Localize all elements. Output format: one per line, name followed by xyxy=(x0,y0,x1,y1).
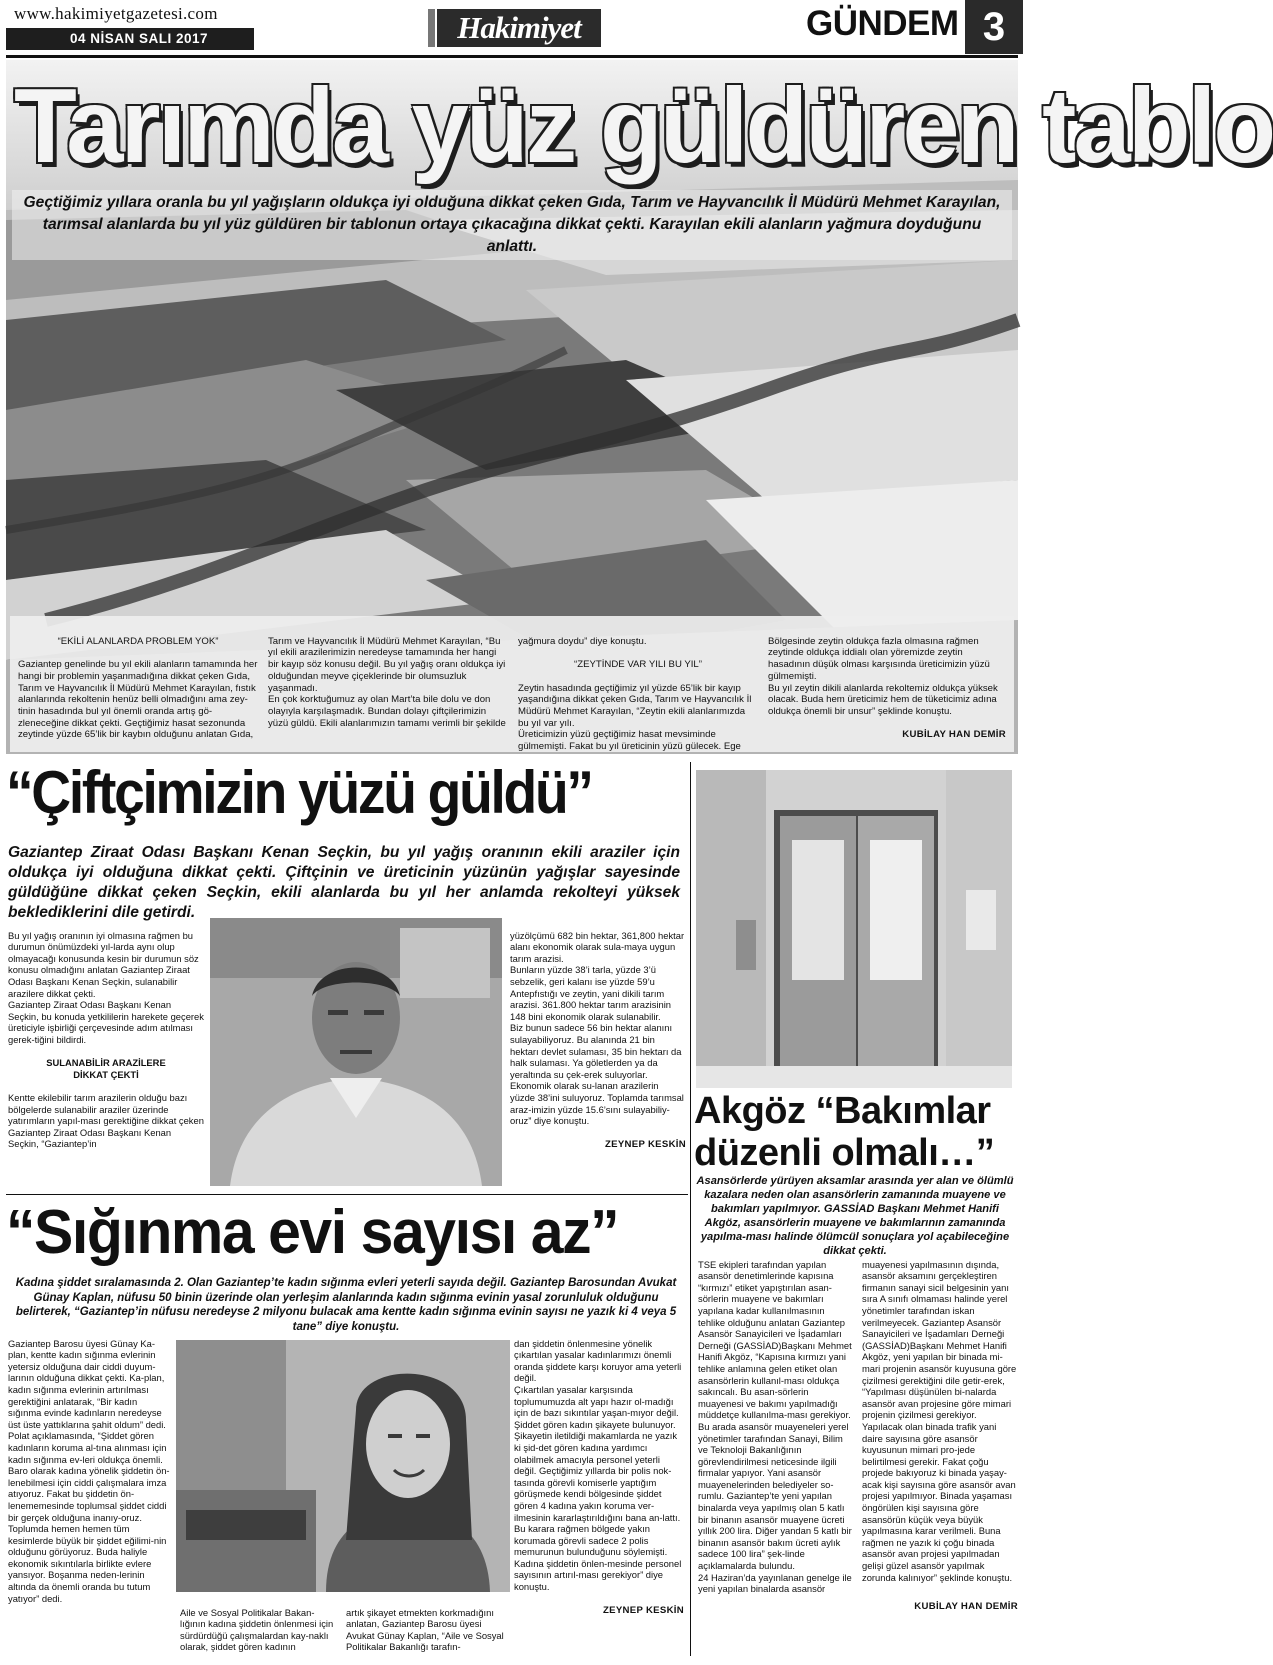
feature-col2-body: Tarım ve Hayvancılık İl Müdürü Mehmet Karayılan, “Bu yıl ekili arazilerimizin neredeyse tamamında her hangi bir kayıp söz konusu değil. Bu yıl yağış oranı oldukça iyi olduğundan meyve çiçeklerinde bir olumsuzluk yaşanmadı. En çok korktuğumuz ay olan Mart’ta bile dolu ve don olayıyla karşılaşmadık. Bundan dolayı çiftçilerimizin yüzü güldü. Ekili alanlarımızın tamamı verimli bir şekilde xyxy=(268,635,506,729)
kenan-seckin-photo xyxy=(210,918,502,1186)
column-divider xyxy=(690,762,691,1656)
ciftci-col2-body: yüzölçümü 682 bin hektar, 361,800 hektar alanı ekonomik olarak sula-maya uygun tarım arazisi. Bunların yüzde 38’i tarla, yüzde 3’ü sebzelik, geri kalanı ise yüzde 59’u Antepfıstığı ve zeytin, yani dikili tarım arazisi. 361.800 hektar tarım arazisinin 148 bini ekonomik olarak sulanabilir. Biz bunun sadece 56 bin hektar alanını sulayabiliyoruz. Bu alanında 21 bin hektarı devlet sulaması, 35 bin hektarı da halk sulaması. Ya göletlerden ya da yeraltında su çek-erek suluyorlar. Ekonomik olarak su-lanan arazilerin yüzde 38’ini suluyoruz. Toplamda tarımsal araz-imizin yüzde 15.6’sını sulayabiliy-oruz” diye konuştu. xyxy=(510,929,685,1127)
ciftci-col1-body-2: Kentte ekilebilir tarım arazilerin olduğu bazı bölgelerde sulanabilir araziler üzerinde yatırımların yapıl-ması gerektiğine dikkat çeken Gaziantep Ziraat Odası Başkanı Kenan Seçkin, “Gaziantep’in xyxy=(8,1091,204,1150)
feature-column-4 xyxy=(768,624,1006,750)
logo-accent xyxy=(428,9,435,47)
akgoz-column-1 xyxy=(698,1247,852,1651)
siginma-col2-body: Aile ve Sosyal Politikalar Bakan-lığının kadına şiddetin önlenmesi için sürdürdüğü çalışmalardan kay-naklı olarak, şiddet gören kadının xyxy=(180,1606,334,1653)
ciftci-headline: “Çiftçimizin yüzü güldü” xyxy=(6,759,592,826)
siginma-headline: “Sığınma evi sayısı az” xyxy=(6,1198,619,1267)
akgoz-col2-body: muayenesi yapılmasının dışında, asansör aksamını gerçekleştiren firmanın sanayi sicil belgesinin yanı sıra A sınıfı olmaması halinde yerel yönetimler tarafından iskan verilmeyecek. Gaziantep Asansör Sanayicileri ve İşadamları Derneği (GASSİAD)Başkanı Mehmet Hanifi Akgöz, yeni yapılan bir binada mi-mari projenin asansör kuyusuna göre çizilmesi gerektiğini dile getir-erek, “Yapılması düşünülen bi-nalarda asansör avan projesine göre mimari projenin çizilmesi gerekiyor. Yapılacak olan binada trafik yani daire sayısına göre asansör kuyusunun mimari pro-jede belirtilmesi gerekir. Fakat çoğu projede bakıyoruz ki binada yaşay-acak kişi sayısına göre asansör avan projesi yapılmıyor. Binada yaşaması öngörülen kişi sayısına göre asansörün küçük veya büyük yapılmasına karar verilmeli. Buna rağmen ne yazık ki çoğu binada asansör avan projesi yapılmadan gelişi güzel asansör yapılmak zorunda kalınıyor” şeklinde konuştu. xyxy=(862,1258,1017,1583)
feature-col4-body: Bölgesinde zeytin oldukça fazla olmasına rağmen zeytinde oldukça iddialı olan yöremizde zeytin hasadının düşük olması karşısında üreticimizin yüzü gülmemişti. Bu yıl zeytin dikili alanlarda rekoltemiz oldukça yüksek olacak. Buda hem üreticimiz hem de tüketicimiz adına oldukça önemli bir unsur” şeklinde konuştu. xyxy=(768,635,998,717)
site-url[interactable]: www.hakimiyetgazetesi.com xyxy=(14,4,218,23)
siginma-col3-body: artık şikayet etmekten korkmadığını anlatan, Gaziantep Barosu üyesi Avukat Günay Kaplan, “Aile ve Sosyal Politikalar Bakanlığı tarafın- xyxy=(346,1606,504,1653)
akgoz-lead: Asansörlerde yürüyen aksamlar arasında yer alan ve ölümlü kazalara neden olan asansörlerin zamanında muayene ve bakımları yapılmıyor. GASSİAD Başkanı Mehmet Hanifi Akgöz, asansörlerin muayene ve bakımlarının zamanında yapılma-ması halinde ölümcül sonuçlara yol açabileceğine dikkat çekti. xyxy=(696,1175,1014,1257)
akgoz-signature: KUBİLAY HAN DEMİR xyxy=(914,1600,1018,1612)
elevator-drawing xyxy=(696,770,1012,1088)
feature-column-1 xyxy=(18,624,258,750)
feature-col1-heading: “EKİLİ ALANLARDA PROBLEM YOK” xyxy=(57,635,219,647)
feature-signature: KUBİLAY HAN DEMİR xyxy=(902,729,1006,741)
ciftci-signature: ZEYNEP KESKİN xyxy=(604,1139,686,1151)
akgoz-col1-body: TSE ekipleri tarafından yapılan asansör denetimlerinde kapısına “kırmızı” etiket yapıştırılan asan-sörlerin muayene ve bakımları yapılana kadar kullanılmasının tehlike olduğunu anlatan Gaziantep Asansör Sanayicileri ve İşadamları Derneği (GASSİAD)Başkanı Mehmet Hanifi Akgöz, “Kapısına kırmızı yani tehlike anlamına gelen etiket olan asansörlerin kullanıl-ması oldukça sakıncalı. Bu asan-sörlerin muayenesi ve bakımı yapılmadığı müddetçe kullanılma-ması gerekiyor. Bu arada asansör muayeneleri yerel yönetimler tarafından Sanayi, Bilim ve Teknoloji Bakanlığının görevlendirilmesi neticesinde ilgili firmalar yapıyor. Yani asansör muayenelerinden belediyeler so-rumlu. Gaziantep’te yeni yapılan binalarda veya yapılmış olan 5 katlı bir binanın asansör muayene ücreti yıllık 200 lira. Diğer yandan 5 katlı bir binanın asansör bakım ücreti aylık sadece 100 lira” şek-linde açıklamalarda bulundu. 24 Haziran’da yayınlanan genelge ile yeni yapılan binalarda asansör xyxy=(698,1258,852,1595)
section-title: GÜNDEM xyxy=(806,4,959,43)
gunay-kaplan-photo xyxy=(176,1340,510,1592)
ciftci-column-2 xyxy=(510,918,686,1180)
siginma-column-2 xyxy=(180,1595,336,1657)
header-rule xyxy=(6,55,1018,58)
siginma-column-4 xyxy=(514,1326,684,1656)
feature-col3-heading: “ZEYTİNDE VAR YILI BU YIL” xyxy=(574,659,702,671)
portrait-woman-drawing xyxy=(176,1340,510,1592)
story-divider xyxy=(6,1194,688,1195)
ciftci-col1-heading: SULANABİLİR ARAZİLERE DİKKAT ÇEKTİ xyxy=(46,1057,166,1080)
elevator-photo xyxy=(696,770,1012,1088)
akgoz-column-2 xyxy=(862,1247,1018,1651)
feature-headline: Tarımda yüz güldüren tablo xyxy=(14,67,1273,185)
siginma-column-3 xyxy=(346,1595,510,1657)
feature-column-3 xyxy=(518,624,758,753)
feature-column-2 xyxy=(268,624,508,750)
feature-col3-body: yağmura doydu” diye konuştu. xyxy=(518,635,647,647)
page-number: 3 xyxy=(965,0,1023,54)
siginma-column-1 xyxy=(8,1326,172,1656)
feature-col1-body: Gaziantep genelinde bu yıl ekili alanların tamamında her hangi bir problemin yaşanmadığına dikkat çeken Gıda, Tarım ve Hayvancılık İl Müdürü Mehmet Karayılan, fıstık alanlarında rekoltenin henüz belli olmadığını ama zey-tinin hasadında bul yıl önemli oranda artış gö-zleneceğine dikkat çekti. Geçtiğimiz hasat sezonunda zeytinde yüzde 65’lik bir kaybın olduğunu anlatan Gıda, xyxy=(18,659,258,741)
newspaper-logo: Hakimiyet xyxy=(437,9,601,47)
siginma-col1-body: Gaziantep Barosu üyesi Günay Ka-plan, kentte kadın sığınma evlerinin yetersiz olduğuna dair ciddi duyum-larının olduğuna dikkat çekti. Ka-plan, kadın sığınma evlerinin artırılması gerektiğini anlatarak, “Bir kadın sığınma evinde kadınların neredeyse üst üste yattıklarına şahit oldum” dedi. Polat açıklamasında, “Şiddet gören kadınların koruma al-tına alınması için kadın sığınma ev-leri oldukça önemli. Baro olarak kadına yönelik şiddetin ön-lenebilmesi için ciddi çalışmalara imza atıyoruz. Fakat bu şiddetin ön-lenememesinde toplumsal şiddet ciddi bir gerçek olduğuna inanıy-oruz. Toplumda hemen hemen tüm kesimlerde büyük bir şiddet eğilimi-nin olduğunu görüyoruz. Buda haliyle ekonomik sıkıntılarla birlikte evlere yansıyor. Boşanma neden-lerinin altında da önemli oranda bu tutum yatıyor” dedi. xyxy=(8,1337,170,1604)
date-bar: 04 NİSAN SALI 2017 xyxy=(6,28,254,50)
feature-lead: Geçtiğimiz yıllara oranla bu yıl yağışların oldukça iyi olduğuna dikkat çeken Gıda, Tarım ve Hayvancılık İl Müdürü Mehmet Karayılan, tarımsal alanlarda bu yıl yüz güldüren bir tablonun ortaya çıkacağına dikkat çekti. Karayılan ekili alanların yağmura doyduğunu anlattı. xyxy=(12,190,1012,260)
ciftci-column-1 xyxy=(8,918,204,1180)
siginma-col4-body: dan şiddetin önlenmesine yönelik çıkartılan yasalar kadınlarımızı önemli oranda şiddete karşı koruyor ama yeterli değil. Çıkartılan yasalar karşısında toplumumuzda alt yapı hazır ol-madığı için de bazı sıkıntılar yaşan-mıyor değil. Şiddet gören kadın şikayete bulunuyor. Şikayetin iletildiği makamlarda ne yazık ki şid-det gören kadına yardımcı olabilmek amacıyla personel yeterli değil. Geçtiğimiz yıllarda bir polis nok-tasında görevli komiserle yaptığım görüşmede kendi bölgesinde şiddet gören 4 kadına yakın koruma ver-ilmesinin kararlaştırıldığını bana an-lattı. Bu karara rağmen bölgede yakın korumada görevli sadece 2 polis memurunun bulunduğunu söylemişti. Kadına şiddetin önlen-mesinde personel sayısının artırıl-ması gerekiyor” diye konuştu. xyxy=(514,1337,682,1593)
siginma-lead: Kadına şiddet sıralamasında 2. Olan Gaziantep’te kadın sığınma evleri yeterli sayıda değil. Gaziantep Barosundan Avukat Günay Kaplan, nüfusu 50 binin üzerinde olan yerleşim alanlarında kadın sığınma evinin yasal zorunluluk olduğunu belirterek, “Gaziantep’in nüfusu neredeyse 2 milyonu bulacak ama kentte kadın sığınma evinin sayısı ne yazık ki 4 veya 5 tane” diye konuştu. xyxy=(15,1277,677,1333)
portrait-man-drawing xyxy=(210,918,502,1186)
akgoz-headline: Akgöz “Bakımlar düzenli olmalı…” xyxy=(694,1090,995,1174)
siginma-signature: ZEYNEP KESKİN xyxy=(602,1605,684,1617)
feature-col3-body-2: Zeytin hasadında geçtiğimiz yıl yüzde 65’lik bir kayıp yaşandığına dikkat çeken Gıda, Tarım ve Hayvancılık İl Müdürü Mehmet Karayılan, “Zeytin ekili alanlarımızda bu yıl var yılı. Üreticimizin yüzü geçtiğimiz hasat mevsiminde gülmemişti. Fakat bu yıl üreticinin yüzü gülecek. Ege xyxy=(518,682,752,753)
ciftci-lead: Gaziantep Ziraat Odası Başkanı Kenan Seçkin, bu yıl yağış oranının ekili araziler için oldukça iyi olduğuna dikkat çekti. Çiftçinin ve üreticinin yüzünün yağışlar sayesinde güldüğüne dikkat çeken Seçkin, ekili alanlarda bu yıl her anlamda rekolteyi yüksek beklediklerini dile getirdi. xyxy=(8,844,680,921)
ciftci-col1-body: Bu yıl yağış oranının iyi olmasına rağmen bu durumun önümüzdeki yıl-larda aynı olup olmayacağı konusunda kesin bir durumun söz konusu olmadığını anlatan Gaziantep Ziraat Odası Başkanı Kenan Seçkin, sulanabilir arazilere dikkat çekti. Gaziantep Ziraat Odası Başkanı Kenan Seçkin, bu konuda yetkililerin harekete geçerek üreticiyle işbirliği çerçevesinde adım atılması gerek-tiğini bildirdi. xyxy=(8,929,204,1045)
